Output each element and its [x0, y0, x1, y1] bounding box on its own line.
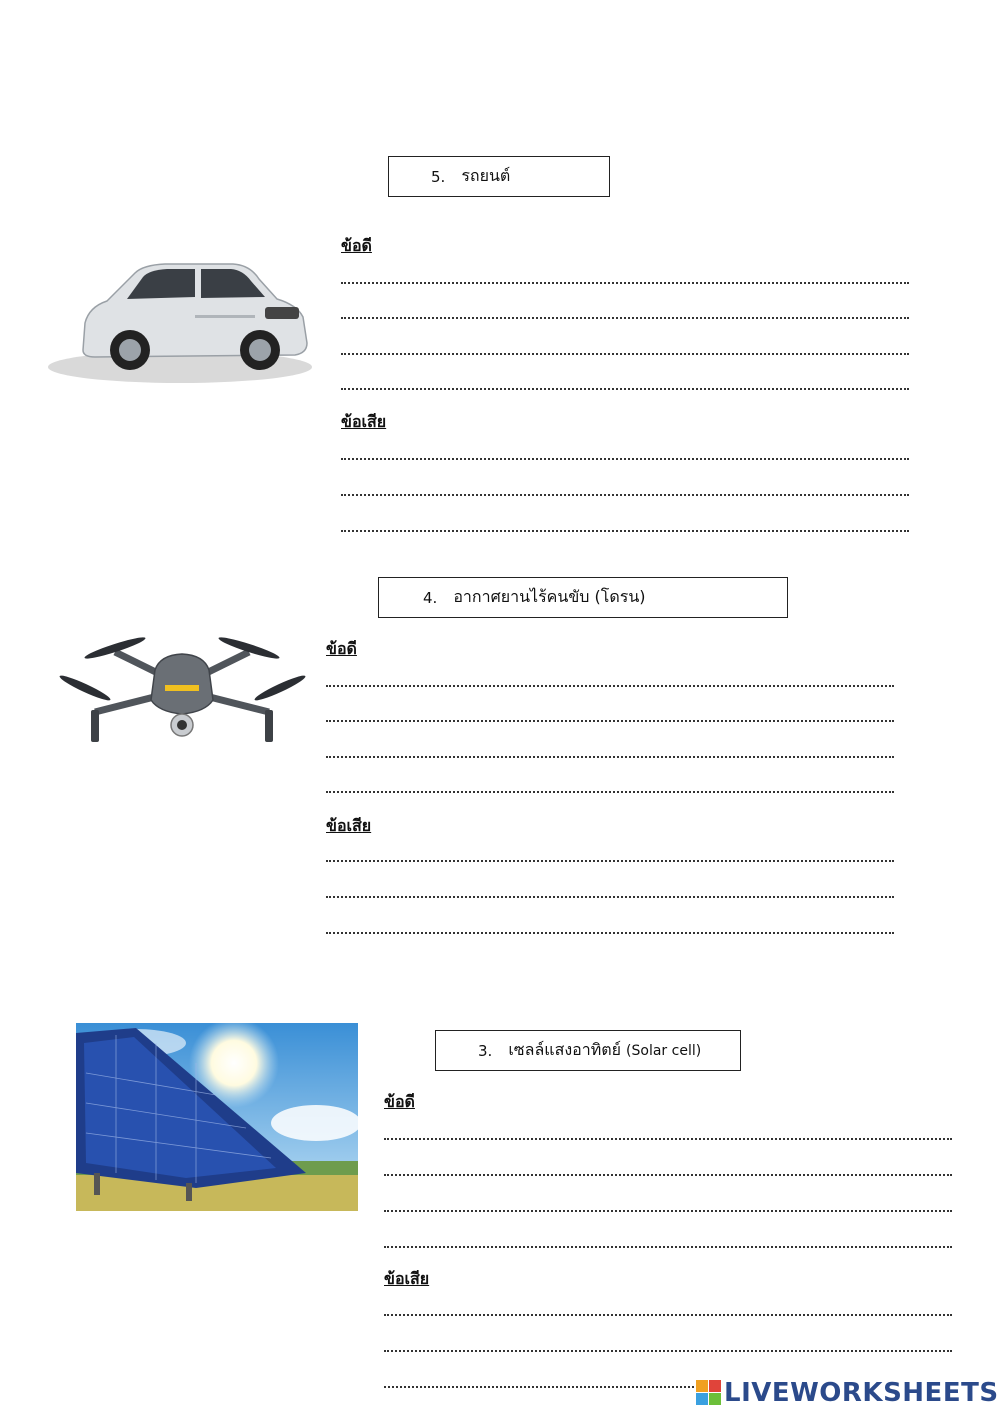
answer-line[interactable]: [341, 458, 909, 460]
watermark-text: LIVEWORKSHEETS: [724, 1378, 999, 1408]
answer-line[interactable]: [341, 282, 909, 284]
section-title-box-solar: [435, 1030, 741, 1071]
answer-line[interactable]: [384, 1138, 952, 1140]
answer-line[interactable]: [326, 791, 894, 793]
answer-line[interactable]: [326, 685, 894, 687]
section-title-box-car: [388, 156, 610, 197]
liveworksheets-logo-icon: [696, 1380, 722, 1406]
answer-line[interactable]: [326, 932, 894, 934]
section-number: 3.: [478, 1041, 493, 1060]
section-title-box-drone: [378, 577, 788, 618]
answer-line[interactable]: [384, 1350, 952, 1352]
answer-line[interactable]: [326, 756, 894, 758]
answer-line[interactable]: [384, 1314, 952, 1316]
answer-line[interactable]: [341, 530, 909, 532]
section-title-en: (Solar cell): [626, 1042, 702, 1059]
answer-line[interactable]: [341, 353, 909, 355]
answer-line[interactable]: [384, 1386, 694, 1388]
answer-line[interactable]: [384, 1210, 952, 1212]
cons-label-car: ข้อเสีย: [341, 412, 387, 431]
section-title: รถยนต์: [461, 166, 511, 185]
section-title: อากาศยานไร้คนขับ (โดรน): [453, 587, 646, 606]
drone-image: [55, 630, 310, 748]
cons-label-drone: ข้อเสีย: [326, 816, 372, 835]
section-number: 5.: [431, 167, 446, 186]
answer-line[interactable]: [341, 494, 909, 496]
pros-label-car: ข้อดี: [341, 236, 372, 255]
section-number: 4.: [423, 588, 438, 607]
answer-line[interactable]: [384, 1246, 952, 1248]
answer-line[interactable]: [326, 896, 894, 898]
pros-label-drone: ข้อดี: [326, 639, 357, 658]
cons-label-solar: ข้อเสีย: [384, 1269, 430, 1288]
section-title: เซลล์แสงอาทิตย์: [508, 1040, 622, 1059]
answer-line[interactable]: [341, 317, 909, 319]
answer-line[interactable]: [326, 860, 894, 862]
liveworksheets-watermark: [696, 1378, 999, 1408]
car-image: [45, 255, 315, 390]
answer-line[interactable]: [341, 388, 909, 390]
answer-line[interactable]: [384, 1174, 952, 1176]
answer-line[interactable]: [326, 720, 894, 722]
solar-panel-image: [76, 1023, 358, 1211]
pros-label-solar: ข้อดี: [384, 1092, 415, 1111]
